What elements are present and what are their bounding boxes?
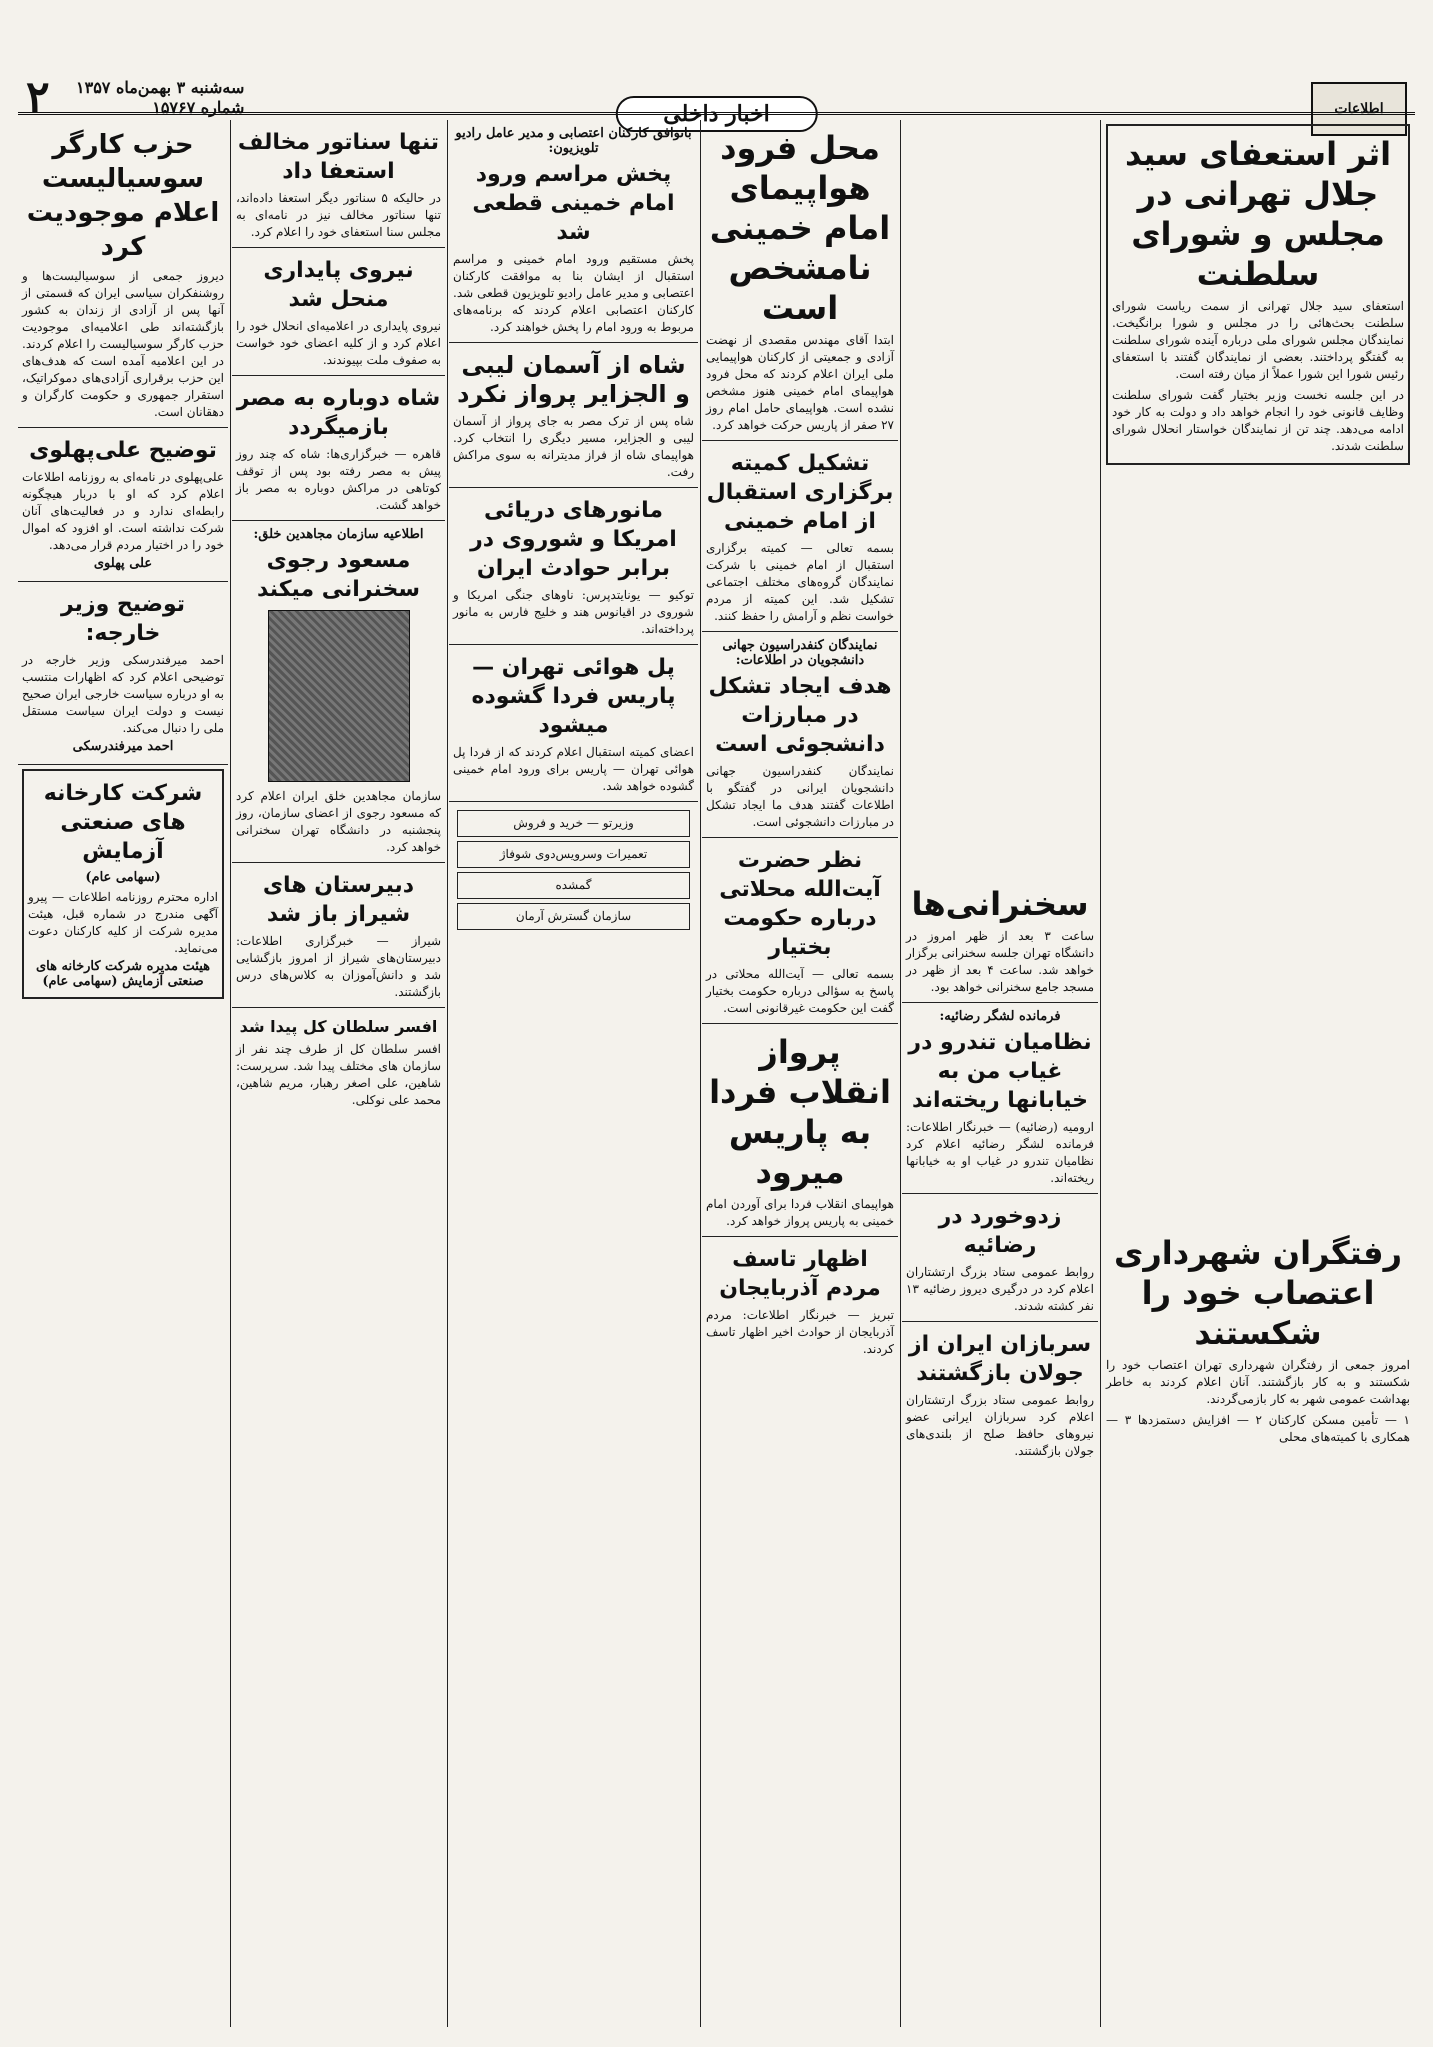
story-body: روابط عمومی ستاد بزرگ ارتشتاران اعلام کرد در درگیری دیروز رضائیه ۱۳ نفر کشته شدند. [906,1265,1094,1313]
column-divider [1100,120,1101,2027]
story-body: ارومیه (رضائیه) — خبرنگار اطلاعات: فرمانده لشگر رضائیه اعلام کرد نظامیان تندرو در غیاب او به خیابانها ریخته‌اند. [906,1120,1094,1185]
headline: اظهار تاسف مردم آذربایجان [719,1247,881,1301]
story-shah-egypt [232,376,445,521]
newspaper-logo: اطلاعات [1311,82,1407,136]
column-divider [230,120,231,2027]
story-body: بسمه تعالی — آیت‌الله محلاتی در پاسخ به سؤالی درباره حکومت بختیار گفت این حکومت غیرقانونی است. [706,967,894,1015]
headline: توضیح علی‌پهلوی [29,438,217,463]
headline: توضیح وزیر خارجه: [60,592,186,646]
headline: مانورهای دریائی امریکا و شوروی در برابر حوادث ایران [470,498,677,581]
headline: شاه دوباره به مصر بازمیگردد [236,386,441,440]
headline: زدوخورد در رضائیه [938,1204,1062,1258]
story-naval-maneuvers [449,488,698,645]
column-4 [702,120,898,2027]
story-shah-flight [449,343,698,488]
headline: رفتگران شهرداری اعتصاب خود را شکستند [1113,1234,1402,1352]
story-revolution-flight [702,1024,898,1237]
story-golan-soldiers [902,1322,1098,1466]
story-socialist-party [18,120,228,428]
headline: سربازان ایران از جولان بازگشتند [908,1332,1092,1386]
headline: اثر استعفای سید جلال تهرانی در مجلس و شورای سلطنت [1124,135,1392,293]
story-body: در حالیکه ۵ سناتور دیگر استعفا داده‌اند، تنها سناتور مخالف نیز در نامه‌ای به مجلس سنا استعفای خود را اعلام کرد. [236,191,441,239]
ad-body: اداره محترم روزنامه اطلاعات — پیرو آگهی مندرج در شماره قبل، هیئت مدیره شرکت از کلیه کارکنان دعوت می‌نماید. [28,890,218,955]
column-1 [18,120,228,2027]
story-body: دیروز جمعی از سوسیالیست‌ها و روشنفکران سیاسی ایران که قسمتی از آنها پس از آزادی از زندان به کشور بازگشته‌اند طی اعلامیه‌ای موجودیت حزب کارگر سوسیالیست را اعلام کردند. در این اعلامیه آمده است که هدف‌های این حزب برقراری آزادی‌های دموکراتیک، استقرار جمهوری و حکومت کارگران و دهقانان است. [22,269,224,419]
story-found-officer [232,1008,445,1115]
headline: مسعود رجوی سخنرانی میکند [257,548,420,602]
column-3 [449,120,698,2027]
column-5 [902,120,1098,2027]
headline: هدف ایجاد تشکل در مبارزات دانشجوئی است [708,674,892,757]
story-body: نمایندگان کنفدراسیون جهانی دانشجویان ایرانی در گفتگو با اطلاعات گفتند هدف ما ایجاد تشکل در مبارزات دانشجوئی است. [706,764,894,829]
story-shiraz-schools [232,863,445,1008]
story-body: علی‌پهلوی در نامه‌ای به روزنامه اطلاعات اعلام کرد که او با دربار هیچگونه رابطه‌ای ندارد و در فعالیت‌های آنان شرکت نداشته است. او افزود که اموال خود را در اختیار مردم قرار می‌دهد. [22,470,224,552]
story-street-sweepers [1102,469,1414,1456]
masthead [18,40,1415,127]
story-body: بسمه تعالی — کمیته برگزاری استقبال از امام خمینی با شرکت نمایندگان گروه‌های مختلف اجتماعی تشکیل شد. این کمیته از مردم خواست نظم و آرامش را حفظ کنند. [706,541,894,623]
story-body: ساعت ۳ بعد از ظهر امروز در دانشگاه تهران جلسه سخنرانی برگزار خواهد شد. ساعت ۴ بعد از ظهر در مسجد جامع سخنرانی خواهد بود. [906,929,1095,994]
story-body: توکیو — یونایتدپرس: ناوهای جنگی امریکا و شوروی در اقیانوس هند و خلیج فارس به مانور پرداخته‌اند. [453,588,694,636]
headline: تشکیل کمیته برگزاری استقبال از امام خمینی [706,451,894,534]
column-6 [1102,120,1414,2027]
paragraph: امروز جمعی از رفتگران شهرداری تهران اعتصاب خود را شکستند و به کار بازگشتند. آنان اعلام کردند به خاطر بهداشت عمومی شهر به کار بازمی‌گردند. [1106,1358,1410,1406]
ad-subtitle: (سهامی عام) [85,870,161,885]
story-foreign-minister [18,582,228,765]
story-body: شاه پس از ترک مصر به جای پرواز از آسمان لیبی و الجزایر، مسیر دیگری را انتخاب کرد. هواپیمای شاه از فراز مدیترانه به سوی مراکش رفت. [453,414,694,479]
story-reception-committee [702,441,898,632]
ad-title: شرکت کارخانه های صنعتی آزمایش [43,781,203,864]
story-body: سازمان مجاهدین خلق ایران اعلام کرد که مسعود رجوی از اعضای سازمان، روز پنجشنبه در دانشگاه تهران سخنرانی خواهد کرد. [236,789,441,854]
story-body: اعضای کمیته استقبال اعلام کردند که از فردا پل هوائی تهران — پاریس برای ورود امام خمینی گشوده خواهد شد. [453,745,694,793]
column-divider [447,120,448,2027]
section-title: اخبار داخلی [615,96,817,132]
story-body: افسر سلطان کل از طرف چند نفر از سازمان های مختلف پیدا شد. سرپرست: شاهین، علی اصغر رهبار، مریم شاهین، محمد علی نوکلی. [236,1042,441,1107]
headline: پرواز انقلاب فردا به پاریس میرود [709,1033,891,1191]
issue-line: شماره ۱۵۷۶۷ [152,98,245,117]
column-divider [700,120,701,2027]
kicker: فرمانده لشگر رضائیه: [939,1009,1061,1024]
signature: احمد میرفندرسکی [72,739,174,754]
headline: محل فرود هواپیمای امام خمینی نامشخص است [709,129,891,327]
story-air-bridge [449,645,698,802]
story-rezaieh-commander [902,1003,1098,1194]
classified-ad: وزیرتو — خرید و فروش [457,810,690,837]
column-divider [900,120,901,2027]
masthead-rule [18,112,1415,115]
headline: نیروی پایداری منحل شد [263,258,414,312]
headline: شاه از آسمان لیبی و الجزایر پرواز نکرد [457,351,690,408]
classified-ads [449,802,698,940]
headline: پل هوائی تهران — پاریس فردا گشوده میشود [471,655,676,738]
story-speeches [902,120,1098,1003]
story-body: پخش مستقیم ورود امام خمینی و مراسم استقبال از ایشان بنا به موافقت کارکنان اعتصابی و مدیر عامل رادیو تلویزیون قطعی شد. کارکنان اعتصابی اعلام کردند که برنامه‌های مربوط به ورود امام را پخش خواهند کرد. [453,252,694,334]
classified-ad: گمشده [457,872,690,899]
classified-ad: سازمان گسترش آرمان [457,903,690,930]
headline: دبیرستان های شیراز باز شد [262,873,415,927]
story-body [1106,1357,1410,1446]
headline: حزب کارگر سوسیالیست اعلام موجودیت کرد [26,130,220,262]
story-azerbaijan [702,1237,898,1364]
company-notice-ad [22,769,224,999]
portrait-photo [268,610,410,782]
story-resistance-force [232,248,445,376]
story-student-confederation [702,632,898,838]
story-jalal-tehrani [1106,124,1410,465]
headline: نظر حضرت آیت‌الله محلاتی درباره حکومت بختیار [719,848,881,960]
story-body: شیراز — خبرگزاری اطلاعات: دبیرستان‌های شیراز از امروز بازگشایی شد و دانش‌آموزان به کلاس‌های درس بازگشتند. [236,934,441,999]
classified-ad: تعمیرات وسرویس‌دوی شوفاژ [457,841,690,868]
headline: پخش مراسم ورود امام خمینی قطعی شد [472,162,675,245]
story-body: هواپیمای انقلاب فردا برای آوردن امام خمینی به پاریس پرواز خواهد کرد. [706,1197,894,1228]
kicker: باتوافق کارکنان اعتصابی و مدیر عامل رادیو تلویزیون: [455,126,692,156]
story-body: قاهره — خبرگزاری‌ها: شاه که چند روز پیش به مصر رفته بود پس از توقف کوتاهی در مراکش دوباره به مصر باز خواهد گشت. [236,447,441,512]
headline: سخنرانی‌ها [911,885,1089,923]
ad-signature: هیئت مدیره شرکت کارخانه های صنعتی آزمایش (سهامی عام) [36,959,210,989]
headline: تنها سناتور مخالف استعفا داد [237,130,440,184]
story-rezaieh-clash [902,1194,1098,1322]
paragraph: استعفای سید جلال تهرانی از سمت ریاست شورای سلطنت بحث‌هائی را در مجلس و شورا برانگیخت. نمایندگان مجلس شورای ملی درباره آینده شورای سلطنت به گفتگو پرداختند. بعضی از نمایندگان گفتند با استعفای رئیس شورا این شورا عملاً از میان رفته است. [1112,299,1404,381]
signature: علی پهلوی [93,556,153,571]
story-body: تبریز — خبرنگار اطلاعات: مردم آذربایجان از حوادث اخیر اظهار تاسف کردند. [706,1308,894,1356]
headline: افسر سلطان کل پیدا شد [239,1017,438,1036]
story-body: نیروی پایداری در اعلامیه‌ای انحلال خود را اعلام کرد و از کلیه اعضای خود خواست به صفوف ملت بپیوندند. [236,319,441,367]
story-body: ابتدا آقای مهندس مقصدی از نهضت آزادی و جمعیتی از کارکنان هواپیمایی ملی ایران اعلام کردند که محل فرود هواپیمای امام خمینی هنوز مشخص نشده است. هواپیمای حامل امام روز ۲۷ صفر از پاریس حرکت خواهد کرد. [706,333,894,432]
column-2 [232,120,445,2027]
story-mahallati [702,838,898,1024]
paragraph: ۱ — تأمین مسکن کارکنان ۲ — افزایش دستمزدها ۳ — همکاری با کمیته‌های محلی [1106,1413,1410,1444]
kicker: اطلاعیه سازمان مجاهدین خلق: [253,527,424,542]
page-number: ۲ [26,72,50,123]
story-rajavi [232,521,445,863]
story-body [1112,298,1404,455]
paragraph: در این جلسه نخست وزیر بختیار گفت شورای سلطنت وظایف قانونی خود را انجام خواهد داد و دولت به کار خود ادامه می‌دهد. چند تن از نمایندگان خواستار انحلال شورای سلطنت شدند. [1112,388,1404,453]
story-senator [232,120,445,248]
story-landing-site [702,120,898,441]
story-ali-pahlavi [18,428,228,582]
story-body: احمد میرفندرسکی وزیر خارجه در توضیحی اعلام کرد که اظهارات منتسب به او درباره سیاست خارجی ایران صحیح نیست و دولت ایران سیاست مستقل ملی را دنبال می‌کند. [22,653,224,735]
headline: نظامیان تندرو در غیاب من به خیابانها ریخته‌اند [908,1030,1092,1113]
date-line: سه‌شنبه ۳ بهمن‌ماه ۱۳۵۷ [76,78,245,97]
story-broadcast [449,120,698,343]
kicker: نمایندگان کنفدراسیون جهانی دانشجویان در اطلاعات: [722,638,878,668]
story-body: روابط عمومی ستاد بزرگ ارتشتاران اعلام کرد سربازان ایرانی عضو نیروهای حافظ صلح از بلندی‌های جولان بازگشتند. [906,1393,1094,1458]
